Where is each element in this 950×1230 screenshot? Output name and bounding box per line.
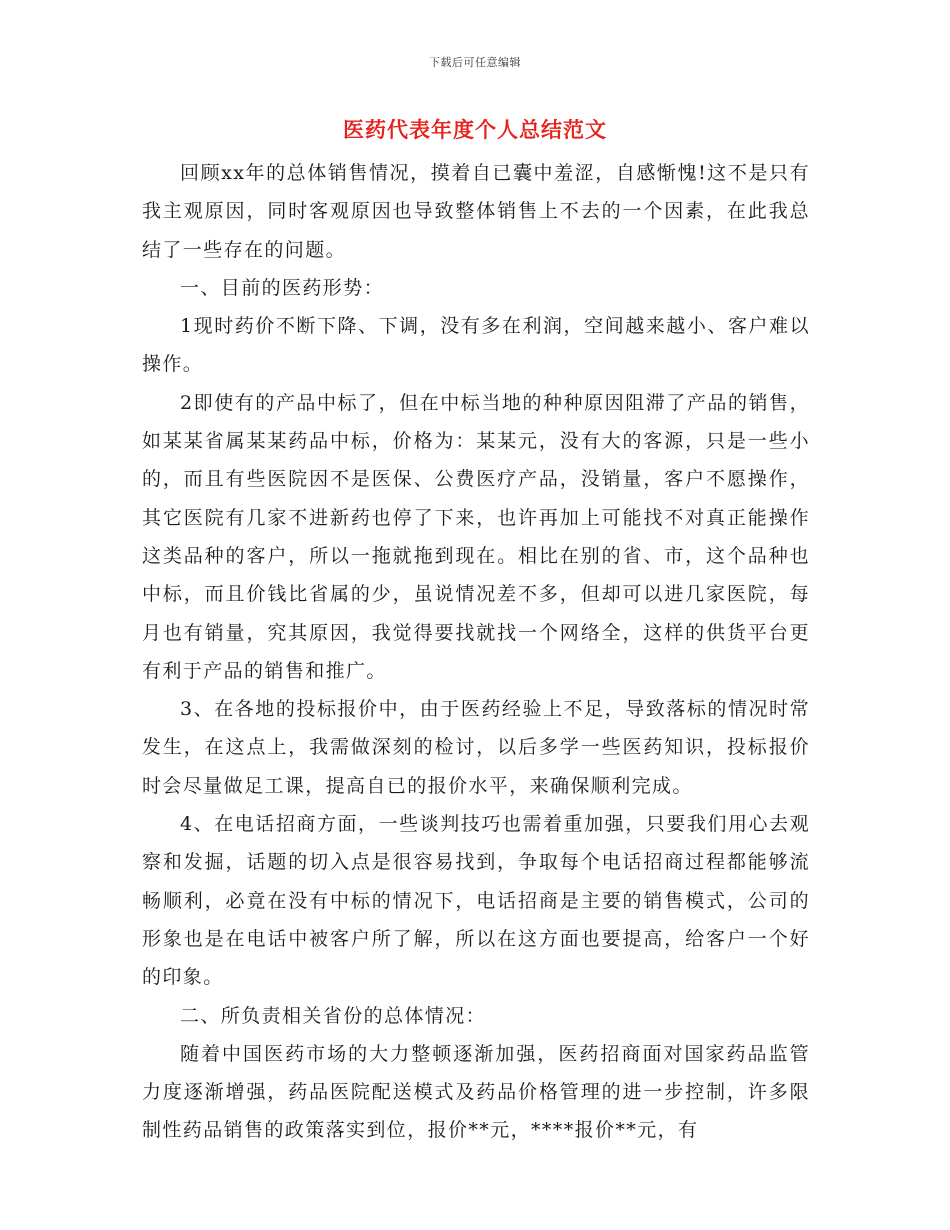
paragraph-intro: 回顾xx年的总体销售情况，摸着自已囊中羞涩，自感惭愧!这不是只有我主观原因，同时客观原因也导致整体销售上不去的一个因素，在此我总结了一些存在的问题。	[142, 162, 810, 261]
paragraph-item-4: 4、在电话招商方面，一些谈判技巧也需着重加强，只要我们用心去观察和发掘，话题的切入点是很容易找到，争取每个电话招商过程都能够流畅顺利，必竟在没有中标的情况下，电话招商是主要的销售模式，公司的形象也是在电话中被客户所了解，所以在这方面也要提高，给客户一个好的印象。	[142, 813, 810, 989]
paragraph-item-3: 3、在各地的投标报价中，由于医药经验上不足，导致落标的情况时常发生，在这点上，我需做深刻的检讨，以后多学一些医药知识，投标报价时会尽量做足工课，提高自已的报价水平，来确保顺利完成。	[142, 698, 810, 797]
section-heading-1: 一、目前的医药形势：	[180, 276, 385, 299]
paragraph-market: 随着中国医药市场的大力整顿逐渐加强，医药招商面对国家药品监管力度逐渐增强，药品医院配送模式及药品价格管理的进一步控制，许多限制性药品销售的政策落实到位，报价**元，****报价**元，有	[142, 1042, 810, 1142]
document-title: 医药代表年度个人总结范文	[343, 118, 607, 142]
section-heading-2: 二、所负责相关省份的总体情况：	[180, 1004, 487, 1027]
document-body	[142, 154, 810, 1150]
header-note: 下载后可任意编辑	[429, 56, 521, 69]
paragraph-item-1: 1现时药价不断下降、下调，没有多在利润，空间越来越小、客户难以操作。	[142, 315, 810, 376]
paragraph-item-2: 2即使有的产品中标了，但在中标当地的种种原因阻滞了产品的销售，如某某省属某某药品中标，价格为：某某元，没有大的客源，只是一些小的，而且有些医院因不是医保、公费医疗产品，没销量，客户不愿操作，其它医院有几家不进新药也停了下来，也许再加上可能找不对真正能操作这类品种的客户，所以一拖就拖到现在。相比在别的省、市，这个品种也中标，而且价钱比省属的少，虽说情况差不多，但却可以进几家医院，每月也有销量，究其原因，我觉得要找就找一个网络全，这样的供货平台更有利于产品的销售和推广。	[142, 391, 810, 682]
